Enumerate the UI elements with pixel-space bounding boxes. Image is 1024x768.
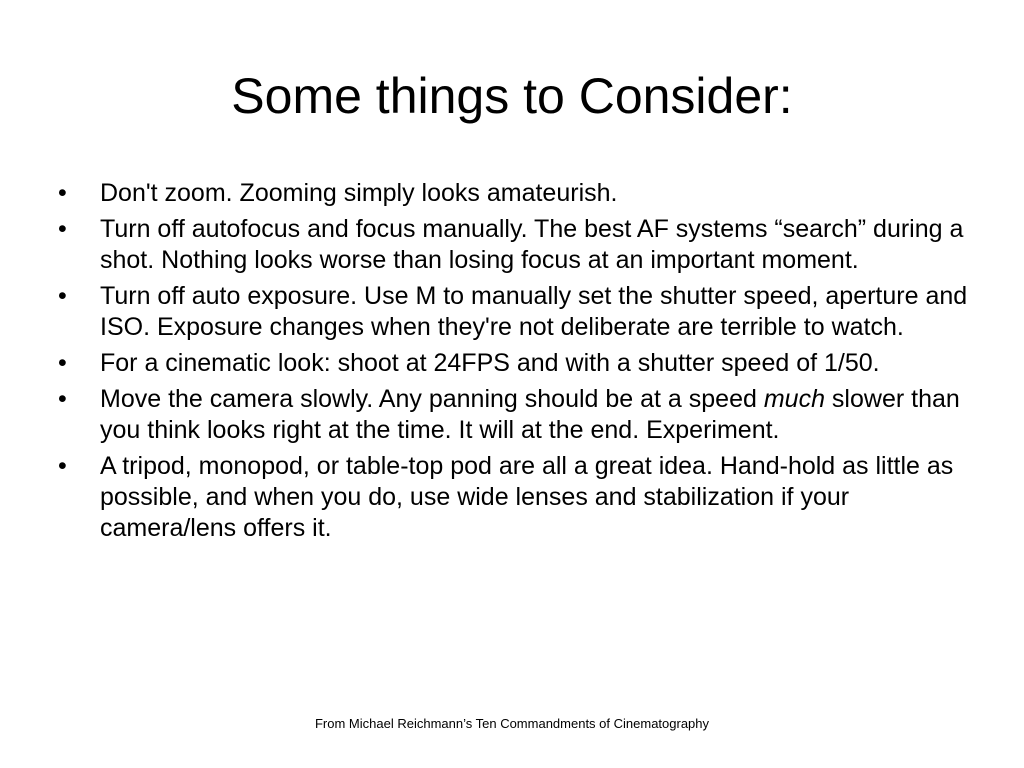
slide-title: Some things to Consider:: [231, 68, 793, 124]
bullet-text: Turn off autofocus and focus manually. The best AF systems “search” during a shot. Nothing looks worse than losing focus at an important moment.: [100, 215, 964, 274]
bullet-marker: •: [58, 215, 67, 243]
bullet-item: [58, 281, 968, 343]
bullet-item: [58, 178, 968, 209]
bullet-marker: •: [58, 452, 67, 480]
bullet-marker: •: [58, 385, 67, 413]
bullet-item: [58, 348, 968, 379]
bullet-text: Don't zoom. Zooming simply looks amateurish.: [100, 179, 618, 207]
bullet-marker: •: [58, 282, 67, 310]
bullet-marker: •: [58, 349, 67, 377]
bullet-marker: •: [58, 179, 67, 207]
bullet-item: [58, 451, 968, 544]
bullet-text: A tripod, monopod, or table-top pod are all a great idea. Hand-hold as little as possible, and when you do, use wide lenses and stabilization if your camera/lens offers it.: [100, 452, 954, 542]
bullet-text: Turn off auto exposure. Use M to manually set the shutter speed, aperture and ISO. Exposure changes when they're not deliberate are terrible to watch.: [100, 282, 968, 341]
bullet-text-after: slower than you think looks right at the time. It will at the end. Experiment.: [100, 385, 960, 444]
bullet-item: [58, 384, 968, 446]
bullet-emphasis: much: [763, 385, 825, 413]
footer-citation: From Michael Reichmann’s Ten Commandments of Cinematography: [314, 716, 710, 731]
bullet-text: [100, 385, 960, 444]
bullet-text: For a cinematic look: shoot at 24FPS and with a shutter speed of 1/50.: [100, 349, 880, 377]
bullet-text-before: Move the camera slowly. Any panning should be at a speed: [100, 385, 764, 413]
bullet-item: [58, 214, 968, 276]
bullet-list: [58, 178, 968, 549]
